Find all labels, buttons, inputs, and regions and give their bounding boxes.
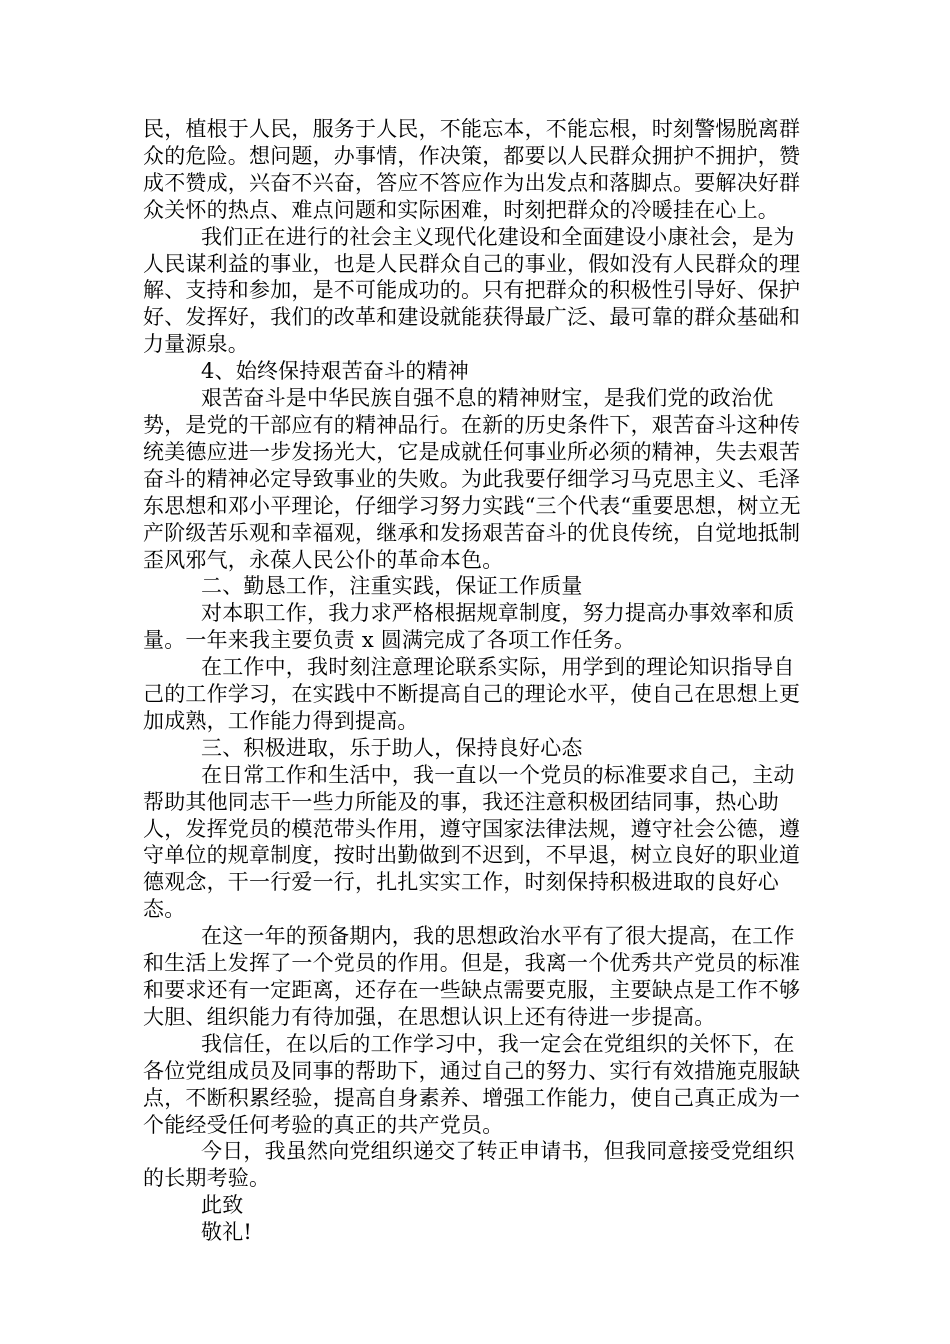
paragraph: 对本职工作，我力求严格根据规章制度，努力提高办事效率和质量。一年来我主要负责 x 圆满完成了各项工作任务。 [143, 601, 795, 653]
paragraph: 今日，我虽然向党组织递交了转正申请书，但我同意接受党组织的长期考验。 [143, 1139, 795, 1191]
section-heading: 三、积极进取，乐于助人，保持良好心态 [201, 735, 583, 760]
section-heading: 二、勤恳工作，注重实践，保证工作质量 [201, 574, 583, 599]
paragraph-continuation: 民，植根于人民，服务于人民，不能忘本，不能忘根，时刻警惕脱离群众的危险。想问题，办事情，作决策，都要以人民群众拥护不拥护，赞成不赞成，兴奋不兴奋，答应不答应作为出发点和落脚点。要解决好群众关怀的热点、难点问题和实际困难，时刻把群众的冷暖挂在心上。 [143, 117, 801, 222]
paragraph: 我们正在进行的社会主义现代化建设和全面建设小康社会，是为人民谋利益的事业，也是人民群众自己的事业，假如没有人民群众的理解、支持和参加，是不可能成功的。只有把群众的积极性引导好、保护好、发挥好，我们的改革和建设就能获得最广泛、最可靠的群众基础和力量源泉。 [143, 224, 801, 357]
closing-regards: 敬礼! [201, 1220, 253, 1245]
section-heading: 4、始终保持艰苦奋斗的精神 [201, 359, 469, 384]
paragraph: 艰苦奋斗是中华民族自强不息的精神财宝，是我们党的政治优势，是党的干部应有的精神品行。在新的历史条件下，艰苦奋斗这种传统美德应进一步发扬光大，它是成就任何事业所必须的精神，失去艰苦奋斗的精神必定导致事业的失败。为此我要仔细学习马克思主义、毛泽东思想和邓小平理论，仔细学习努力实践“三个代表“重要思想，树立无产阶级苦乐观和幸福观，继承和发扬艰苦奋斗的优良传统，自觉地抵制歪风邪气，永葆人民公仆的革命本色。 [143, 386, 801, 572]
paragraph: 在工作中，我时刻注意理论联系实际，用学到的理论知识指导自己的工作学习，在实践中不断提高自己的理论水平，使自己在思想上更加成熟，工作能力得到提高。 [143, 655, 801, 733]
closing-salutation: 此致 [201, 1193, 244, 1218]
paragraph: 在日常工作和生活中，我一直以一个党员的标准要求自己，主动帮助其他同志干一些力所能及的事，我还注意积极团结同事，热心助人，发挥党员的模范带头作用，遵守国家法律法规，遵守社会公德，遵守单位的规章制度，按时出勤做到不迟到，不早退，树立良好的职业道德观念，干一行爱一行，扎扎实实工作，时刻保持积极进取的良好心态。 [143, 762, 801, 922]
paragraph: 我信任，在以后的工作学习中，我一定会在党组织的关怀下，在各位党组成员及同事的帮助下，通过自己的努力、实行有效措施克服缺点，不断积累经验，提高自身素养、增强工作能力，使自己真正成为一个能经受任何考验的真正的共产党员。 [143, 1031, 801, 1137]
document-body [143, 116, 813, 1246]
paragraph: 在这一年的预备期内，我的思想政治水平有了很大提高，在工作和生活上发挥了一个党员的作用。但是，我离一个优秀共产党员的标准和要求还有一定距离，还存在一些缺点需要克服，主要缺点是工作不够大胆、组织能力有待加强，在思想认识上还有待进一步提高。 [143, 924, 801, 1029]
